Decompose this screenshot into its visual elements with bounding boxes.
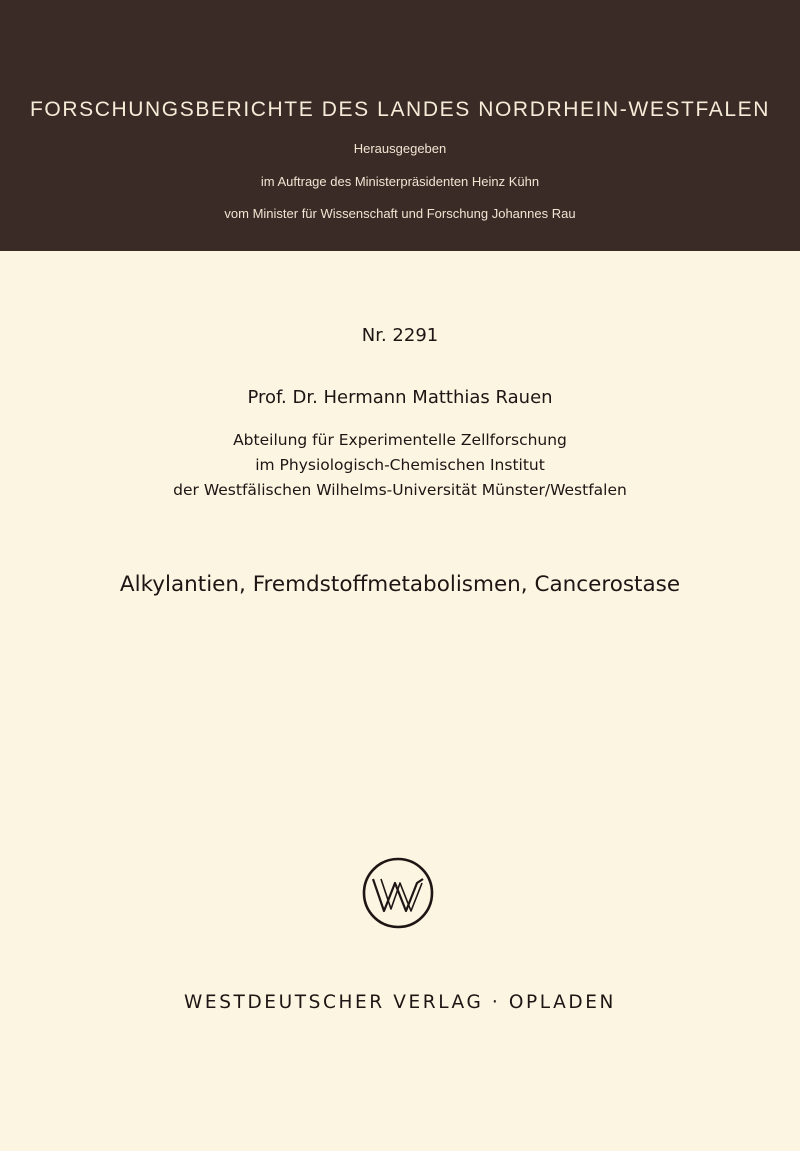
cover-body [0, 251, 800, 1151]
ww-monogram-icon [361, 856, 435, 930]
institution-line-2: im Physiologisch-Chemischen Institut [255, 456, 545, 474]
published-by: Herausgegeben [353, 141, 447, 156]
header-band [0, 0, 800, 251]
institution-line-1: Abteilung für Experimentelle Zellforschung [233, 431, 567, 449]
author: Prof. Dr. Hermann Matthias Rauen [247, 387, 553, 408]
publisher-name: WESTDEUTSCHER VERLAG · OPLADEN [184, 992, 616, 1013]
report-number: Nr. 2291 [361, 325, 439, 346]
series-title: FORSCHUNGSBERICHTE DES LANDES NORDRHEIN-WESTFALEN [30, 98, 770, 121]
institution-line-3: der Westfälischen Wilhelms-Universität Münster/Westfalen [173, 481, 627, 499]
report-title: Alkylantien, Fremdstoffmetabolismen, Cancerostase [119, 572, 681, 597]
commissioned-line: im Auftrage des Ministerpräsidenten Heinz Kühn [260, 174, 540, 189]
minister-line: vom Minister für Wissenschaft und Forschung Johannes Rau [224, 206, 576, 221]
